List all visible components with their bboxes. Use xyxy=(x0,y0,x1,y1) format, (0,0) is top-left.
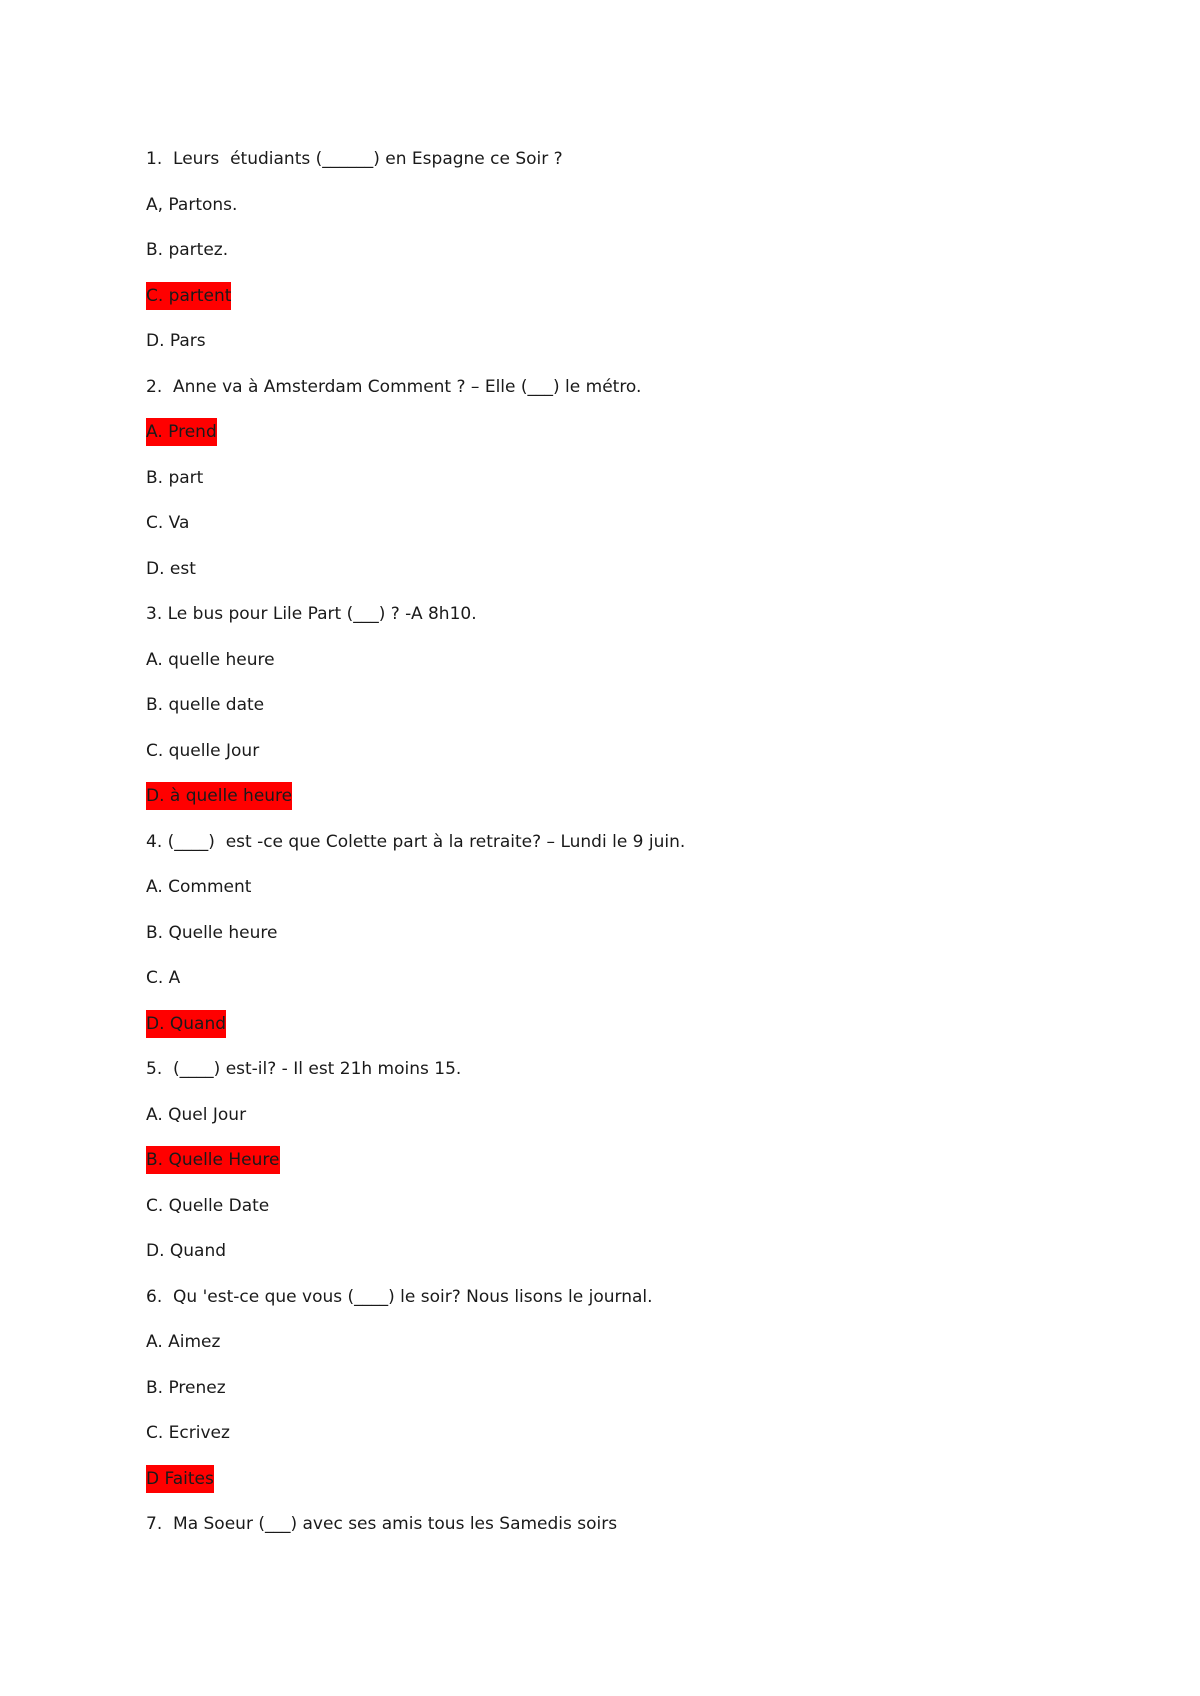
question-line xyxy=(146,1510,1126,1556)
answer-option xyxy=(146,691,1126,737)
option-text: D. Pars xyxy=(146,331,206,351)
option-text: A. Comment xyxy=(146,877,252,897)
option-text: A. Prend xyxy=(146,418,217,446)
answer-option xyxy=(146,1374,1126,1420)
question-text: 6. Qu 'est-ce que vous (____) le soir? Nous lisons le journal. xyxy=(146,1286,653,1307)
answer-option xyxy=(146,737,1126,783)
option-text: B. Quelle Heure xyxy=(146,1146,280,1174)
question-line xyxy=(146,828,1126,874)
question-line xyxy=(146,145,1126,191)
option-text: C. partent xyxy=(146,282,231,310)
question-text: 2. Anne va à Amsterdam Comment ? – Elle (___) le métro. xyxy=(146,376,642,397)
option-text: B. partez. xyxy=(146,240,229,260)
answer-option-highlighted xyxy=(146,418,1126,464)
answer-option xyxy=(146,191,1126,237)
answer-option-highlighted xyxy=(146,282,1126,328)
option-text: C. A xyxy=(146,968,181,988)
answer-option xyxy=(146,555,1126,601)
answer-option xyxy=(146,1419,1126,1465)
question-line xyxy=(146,373,1126,419)
option-text: A. Aimez xyxy=(146,1332,221,1352)
answer-option-highlighted xyxy=(146,782,1126,828)
question-line xyxy=(146,1055,1126,1101)
question-text: 5. (____) est-il? - Il est 21h moins 15. xyxy=(146,1059,462,1079)
question-text: 7. Ma Soeur (___) avec ses amis tous les Samedis soirs xyxy=(146,1514,618,1534)
option-text: C. Va xyxy=(146,513,190,533)
option-text: A. quelle heure xyxy=(146,649,275,670)
answer-option xyxy=(146,964,1126,1010)
option-text: D. est xyxy=(146,558,196,579)
option-text: B. Quelle heure xyxy=(146,922,278,943)
question-text: 1. Leurs étudiants (______) en Espagne ce Soir ? xyxy=(146,149,563,169)
answer-option xyxy=(146,236,1126,282)
answer-option xyxy=(146,1101,1126,1147)
option-text: C. Quelle Date xyxy=(146,1195,270,1216)
question-line xyxy=(146,1283,1126,1329)
answer-option xyxy=(146,464,1126,510)
option-text: C. quelle Jour xyxy=(146,740,260,761)
answer-option xyxy=(146,1192,1126,1238)
question-text: 4. (____) est -ce que Colette part à la retraite? – Lundi le 9 juin. xyxy=(146,831,686,852)
answer-option xyxy=(146,873,1126,919)
option-text: D Faites xyxy=(146,1465,214,1493)
option-text: B. quelle date xyxy=(146,695,265,715)
option-text: D. Quand xyxy=(146,1010,226,1038)
question-text: 3. Le bus pour Lile Part (___) ? -A 8h10. xyxy=(146,604,477,624)
option-text: D. à quelle heure xyxy=(146,782,292,810)
answer-option xyxy=(146,327,1126,373)
option-text: B. part xyxy=(146,467,204,488)
answer-option xyxy=(146,1328,1126,1374)
question-line xyxy=(146,600,1126,646)
option-text: D. Quand xyxy=(146,1241,227,1261)
option-text: A. Quel Jour xyxy=(146,1104,247,1125)
option-text: B. Prenez xyxy=(146,1377,226,1398)
option-text: A, Partons. xyxy=(146,194,238,215)
answer-option xyxy=(146,509,1126,555)
answer-option xyxy=(146,646,1126,692)
answer-option xyxy=(146,1237,1126,1283)
answer-option-highlighted xyxy=(146,1010,1126,1056)
answer-option xyxy=(146,919,1126,965)
answer-option-highlighted xyxy=(146,1146,1126,1192)
document-page xyxy=(146,145,1126,1556)
option-text: C. Ecrivez xyxy=(146,1423,230,1443)
answer-option-highlighted xyxy=(146,1465,1126,1511)
